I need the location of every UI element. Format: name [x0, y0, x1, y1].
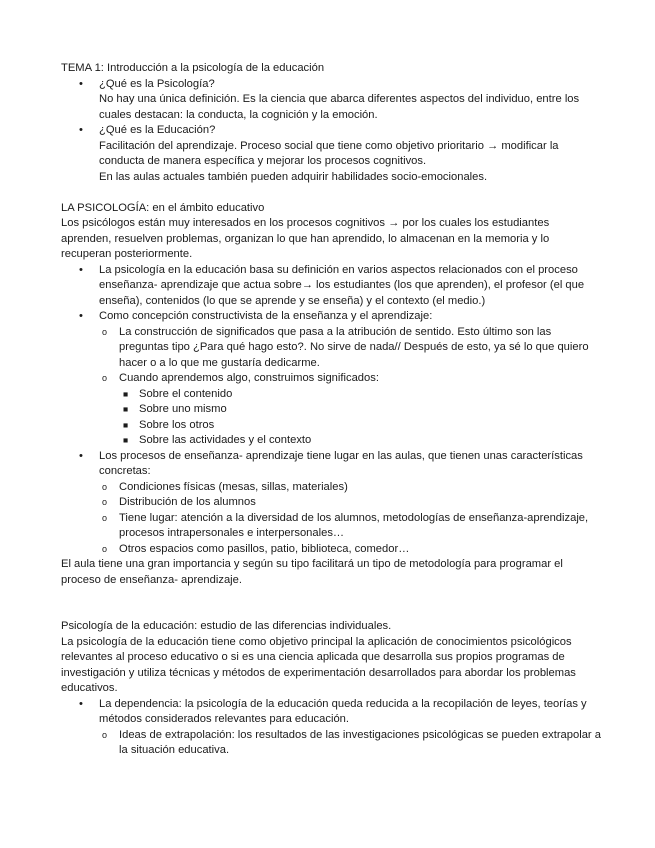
document-page [61, 61, 601, 759]
section3-list [61, 697, 601, 759]
list-text: Sobre las actividades y el contexto [139, 434, 312, 446]
section-title-psicologia-educativo: LA PSICOLOGÍA: en el ámbito educativo [61, 201, 265, 214]
sub-sublist [119, 387, 601, 449]
list-item [99, 480, 601, 496]
section3-intro: La psicología de la educación tiene como objetivo principal la aplicación de conocimientos psicológicos relevantes al proceso educativo o si es una ciencia aplicada que desarrolla sus propios programas de investigación y utiliza técnicas y métodos de experimentación desarrollados para abordar los problemas educativos. [61, 635, 576, 694]
paragraph: La dependencia: la psicología de la educación queda reducida a la recopilación de leyes, teorías y métodos considerados relevantes para educación. [99, 697, 587, 725]
square-marker: ■ [123, 388, 129, 399]
bullet-marker: • [79, 124, 83, 136]
list-item [119, 433, 601, 449]
section2-list [61, 263, 601, 558]
list-text: Sobre el contenido [139, 387, 233, 400]
square-marker: ■ [123, 404, 129, 414]
paragraph: La construcción de significados que pasa a la atribución de sentido. Esto último son las preguntas tipo ¿Para qué hago esto?. No sirve de nada// Después de esto, ya sé lo que quiero hacer o a lo que me gustaría dedicarme. [119, 325, 589, 369]
list-item [119, 402, 601, 418]
paragraph: La psicología en la educación basa su definición en varios aspectos relacionados con el proceso enseñanza- aprendizaje que actua sobre→ los estudiantes (los que aprenden), el profesor (el que enseña), contenidos (lo que se aprende y se enseña) y el contexto (el medio.) [99, 263, 585, 307]
answer-educacion: Facilitación del aprendizaje. Proceso social que tiene como objetivo prioritario → modificar la conducta de manera específica y mejorar los procesos cognitivos. [99, 139, 559, 167]
paragraph: Como concepción constructivista de la enseñanza y el aprendizaje: [99, 310, 433, 322]
circle-marker: o [102, 481, 108, 492]
bullet-marker: • [79, 310, 83, 322]
answer-educacion-extra: En las aulas actuales también pueden adquirir habilidades socio-emocionales. [99, 170, 488, 183]
list-item [119, 387, 601, 403]
question-psicologia: ¿Qué es la Psicología? [99, 77, 215, 90]
circle-marker: o [102, 373, 108, 383]
list-text: Condiciones físicas (mesas, sillas, materiales) [119, 480, 348, 493]
bullet-marker: • [79, 449, 83, 462]
list-text: Distribución de los alumnos [119, 496, 256, 508]
circle-marker: o [102, 512, 108, 523]
list-item [61, 77, 601, 124]
section-title-diferencias: Psicología de la educación: estudio de las diferencias individuales. [61, 620, 392, 632]
section2-intro: Los psicólogos están muy interesados en los procesos cognitivos → por los cuales los estudiantes aprenden, resuelven problemas, organizan lo que han aprendido, lo almacenan en la memoria y lo recuperan posteriormente. [61, 217, 550, 260]
list-item [61, 449, 601, 558]
section2-closing: El aula tiene una gran importancia y según su tipo facilitará un tipo de metodología para programar el proceso de enseñanza- aprendizaje. [61, 558, 563, 586]
sublist [99, 325, 601, 449]
list-item [99, 325, 601, 372]
list-text: Sobre uno mismo [139, 403, 227, 415]
tema1-list [61, 77, 601, 186]
list-item [99, 511, 601, 542]
list-item [99, 495, 601, 511]
list-item [99, 371, 601, 449]
sublist [99, 480, 601, 558]
paragraph: Los procesos de enseñanza- aprendizaje tiene lugar en las aulas, que tienen unas características concretas: [99, 449, 583, 477]
answer-psicologia: No hay una única definición. Es la ciencia que abarca diferentes aspectos del individuo, entre los cuales destacan: la conducta, la cognición y la emoción. [99, 93, 580, 121]
circle-marker: o [102, 729, 108, 740]
list-item [61, 263, 601, 310]
circle-marker: o [102, 543, 108, 554]
bullet-marker: • [79, 77, 83, 90]
bullet-marker: • [79, 263, 83, 276]
list-item [61, 123, 601, 185]
list-item [61, 309, 601, 449]
sublist [99, 728, 601, 759]
list-item [99, 728, 601, 759]
list-text: Sobre los otros [139, 418, 215, 431]
list-item [119, 418, 601, 434]
circle-marker: o [102, 326, 108, 337]
paragraph: Ideas de extrapolación: los resultados de las investigaciones psicológicas se pueden extrapolar a la situación educativa. [119, 728, 601, 756]
circle-marker: o [102, 497, 108, 507]
question-educacion: ¿Qué es la Educación? [99, 124, 216, 136]
list-text: Otros espacios como pasillos, patio, biblioteca, comedor… [119, 542, 410, 555]
square-marker: ■ [123, 435, 129, 445]
paragraph: Cuando aprendemos algo, construimos significados: [119, 372, 379, 384]
bullet-marker: • [79, 697, 83, 710]
section-title-tema1: TEMA 1: Introducción a la psicología de la educación [61, 62, 325, 74]
list-text: Tiene lugar: atención a la diversidad de los alumnos, metodologías de enseñanza-aprendizaje, procesos intrapersonales e interpersonales… [119, 511, 589, 539]
list-item [61, 697, 601, 759]
square-marker: ■ [123, 419, 129, 430]
list-item [99, 542, 601, 558]
